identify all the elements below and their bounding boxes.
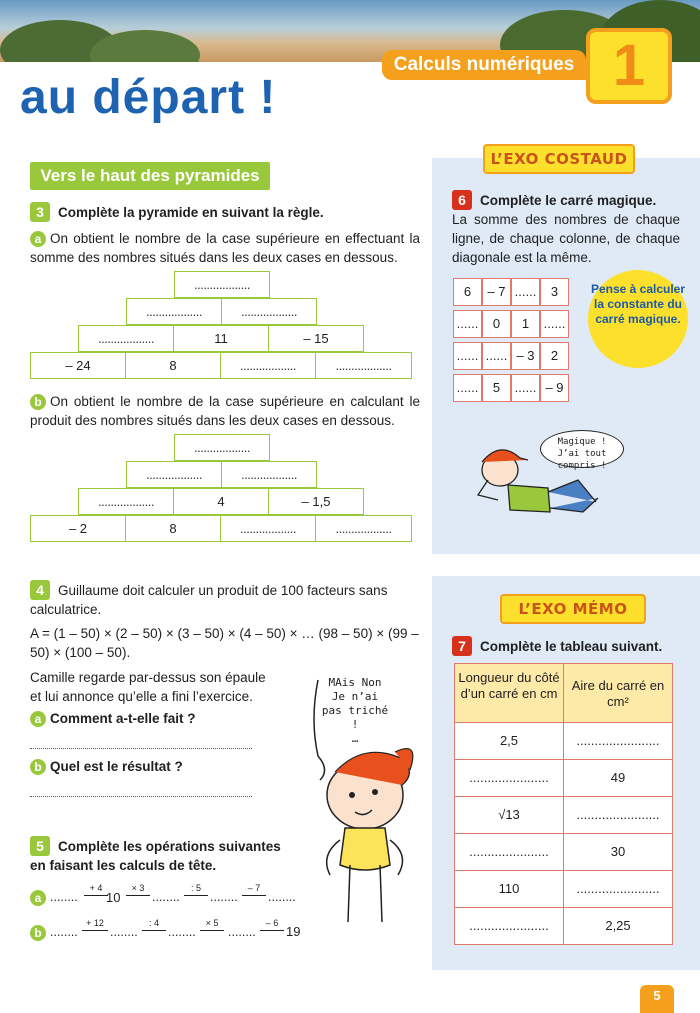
magic-cell[interactable]: ...... [511,374,540,402]
ex5-a-op-2: × 3 [131,883,145,893]
table-cell[interactable]: ....................... [563,796,673,834]
magic-cell[interactable]: ...... [453,374,482,402]
ex7-title: Complète le tableau suivant. [480,639,663,654]
table-cell: 2,5 [454,722,564,760]
arrow-icon [184,895,208,896]
table-cell: 2,25 [563,907,673,945]
arrow-icon [126,895,150,896]
magic-cell[interactable]: ...... [482,342,511,370]
girl-legs [348,865,382,922]
ex7-number: 7 [452,636,472,656]
ex4-answer-b-line[interactable] [30,796,252,797]
ex5-heading [30,836,290,875]
pyramid-a-cell[interactable]: .................. [174,271,270,298]
ex4-b-badge: b [30,759,46,775]
pyramid-b-cell: – 2 [30,515,126,542]
ex3-b-text: On obtient le nombre de la case supérieure en calculant le produit des nombres situés dans les deux cases en dessous. [30,394,420,428]
pyramid-a-cell: – 15 [268,325,364,352]
pyramid-b-cell: 4 [173,488,269,515]
magic-cell: – 9 [540,374,569,402]
arrow-icon [242,895,266,896]
ex4-question-a [30,709,290,728]
ex5-b-row [30,915,320,951]
table-cell: 49 [563,759,673,797]
girl-shirt [340,828,390,870]
chapter-number: 1 [586,28,672,104]
ex3-title: Complète la pyramide en suivant la règle. [58,205,324,220]
ex4-intro-text: Guillaume doit calculer un produit de 100 facteurs sans calculatrice. [30,583,388,617]
ex5-a-row [30,880,320,916]
section-title: Vers le haut des pyramides [30,162,270,190]
magic-cell[interactable]: ...... [540,310,569,338]
pyramid-b-cell[interactable]: .................. [220,515,316,542]
ex5-a-blank-1[interactable]: ........ [50,890,78,904]
magic-cell: – 7 [482,278,511,306]
table-cell[interactable]: ...................... [454,907,564,945]
ex4-number: 4 [30,580,50,600]
pyramid-a-cell[interactable]: .................. [220,352,316,379]
girl-eye-right [372,789,378,795]
ex5-b-value: 19 [286,924,301,939]
table-cell: 110 [454,870,564,908]
ex3-number: 3 [30,202,50,222]
pyramid-a-cell: – 24 [30,352,126,379]
ex4-intro [30,580,420,619]
pyramid-b-cell[interactable]: .................. [126,461,222,488]
magic-cell: 5 [482,374,511,402]
ex6-number: 6 [452,190,472,210]
ex6-heading [452,190,678,210]
ex4-formula: A = (1 – 50) × (2 – 50) × (3 – 50) × (4 – 50) × … (98 – 50) × (99 – 50) × (100 – 50). [30,626,419,660]
boy-speech-bubble: Magique ! J’ai tout compris ! [540,430,624,468]
chapter-label: Calculs numériques [382,50,586,80]
magic-cell: – 3 [511,342,540,370]
boy-cap [482,450,528,462]
ex3-b-badge: b [30,394,46,410]
ex5-a-op-4: – 7 [247,883,261,893]
table-cell: √13 [454,796,564,834]
ex5-b-op-4: – 6 [265,918,279,928]
tip-bubble: Pense à calculer la constante du carré magique. [588,270,688,368]
ex5-a-op-3: : 5 [190,883,201,893]
magic-cell: 1 [511,310,540,338]
pyramid-a-cell[interactable]: .................. [315,352,412,379]
pyramid-a-cell[interactable]: .................. [221,298,317,325]
ex6-text: La somme des nombres de chaque ligne, de chaque colonne, de chaque diagonale est la même. [452,212,680,265]
table-header-length: Longueur du côté d’un carré en cm [454,663,564,723]
ex3-a-instruction [30,229,420,267]
ex5-a-badge: a [30,890,46,906]
ex3-a-badge: a [30,231,46,247]
magic-cell[interactable]: ...... [511,278,540,306]
pyramid-b-cell[interactable]: .................. [174,434,270,461]
ex4-question-b [30,757,290,776]
ex6-title: Complète le carré magique. [480,193,657,208]
magic-cell: 0 [482,310,511,338]
ex5-b-op-2: : 4 [148,918,159,928]
pyramid-a-cell: 11 [173,325,269,352]
ex5-a-value: 10 [106,890,121,905]
arrow-icon [82,930,108,931]
ex5-b-op-1: + 12 [86,918,104,928]
table-cell: 30 [563,833,673,871]
pyramid-a-cell[interactable]: .................. [126,298,222,325]
ex5-b-blank-1[interactable]: ........ [50,925,78,939]
ex5-a-blank-3[interactable]: ........ [210,890,238,904]
ex5-a-blank-2[interactable]: ........ [152,890,180,904]
pyramid-a-cell: 8 [125,352,221,379]
pyramid-b-cell[interactable]: .................. [315,515,412,542]
table-cell[interactable]: ....................... [563,722,673,760]
arrow-icon [260,930,284,931]
pyramid-b-cell[interactable]: .................. [78,488,174,515]
table-header-area: Aire du carré en cm² [563,663,673,723]
ex4-question-a-text: Comment a-t-elle fait ? [50,711,196,726]
speech-bubble-outline [314,680,325,780]
table-cell[interactable]: ...................... [454,833,564,871]
ex4-question-b-text: Quel est le résultat ? [50,759,183,774]
ex5-b-badge: b [30,925,46,941]
arrow-icon [142,930,166,931]
magic-cell[interactable]: ...... [453,342,482,370]
magic-cell[interactable]: ...... [453,310,482,338]
boy-illustration [458,440,608,530]
ex3-a-text: On obtient le nombre de la case supérieure en effectuant la somme des nombres situés dans les deux cases en dessous. [30,231,420,265]
ex4-a-badge: a [30,711,46,727]
ex3-b-instruction [30,392,420,430]
pyramid-b-cell: 8 [125,515,221,542]
ex7-heading [452,636,678,656]
magic-cell: 3 [540,278,569,306]
pyramid-b-cell[interactable]: .................. [221,461,317,488]
page-title: au départ ! [20,71,277,124]
ex5-b-blank-2[interactable]: ........ [110,925,138,939]
ex5-a-op-1: + 4 [89,883,103,893]
magic-cell: 2 [540,342,569,370]
ex4-context: Camille regarde par-dessus son épaule et lui annonce qu’elle a fini l’exercice. [30,670,266,704]
table-cell[interactable]: ....................... [563,870,673,908]
page-number: 5 [640,985,674,1013]
boy-legs [548,480,598,512]
arrow-icon [200,930,224,931]
exo-memo-tag: L’EXO MÉMO [500,594,646,624]
pyramid-a-cell[interactable]: .................. [78,325,174,352]
exo-costaud-tag: L’EXO COSTAUD [483,144,635,174]
ex5-a-blank-4[interactable]: ........ [268,890,296,904]
magic-cell: 6 [453,278,482,306]
arrow-icon [84,895,108,896]
ex5-number: 5 [30,836,50,856]
ex5-b-blank-4[interactable]: ........ [228,925,256,939]
girl-eye-left [349,792,355,798]
pyramid-b-cell: – 1,5 [268,488,364,515]
ex5-b-blank-3[interactable]: ........ [168,925,196,939]
boy-shirt [508,485,550,512]
girl-speech-text: MAis Non Je n’ai pas triché ! … [321,676,389,745]
ex5-title: Complète les opérations suivantes en faisant les calculs de tête. [30,839,281,873]
table-cell[interactable]: ...................... [454,759,564,797]
panel-separator [432,554,700,576]
ex3-heading [30,202,420,222]
ex5-b-op-3: × 5 [205,918,219,928]
ex4-answer-a-line[interactable] [30,748,252,749]
